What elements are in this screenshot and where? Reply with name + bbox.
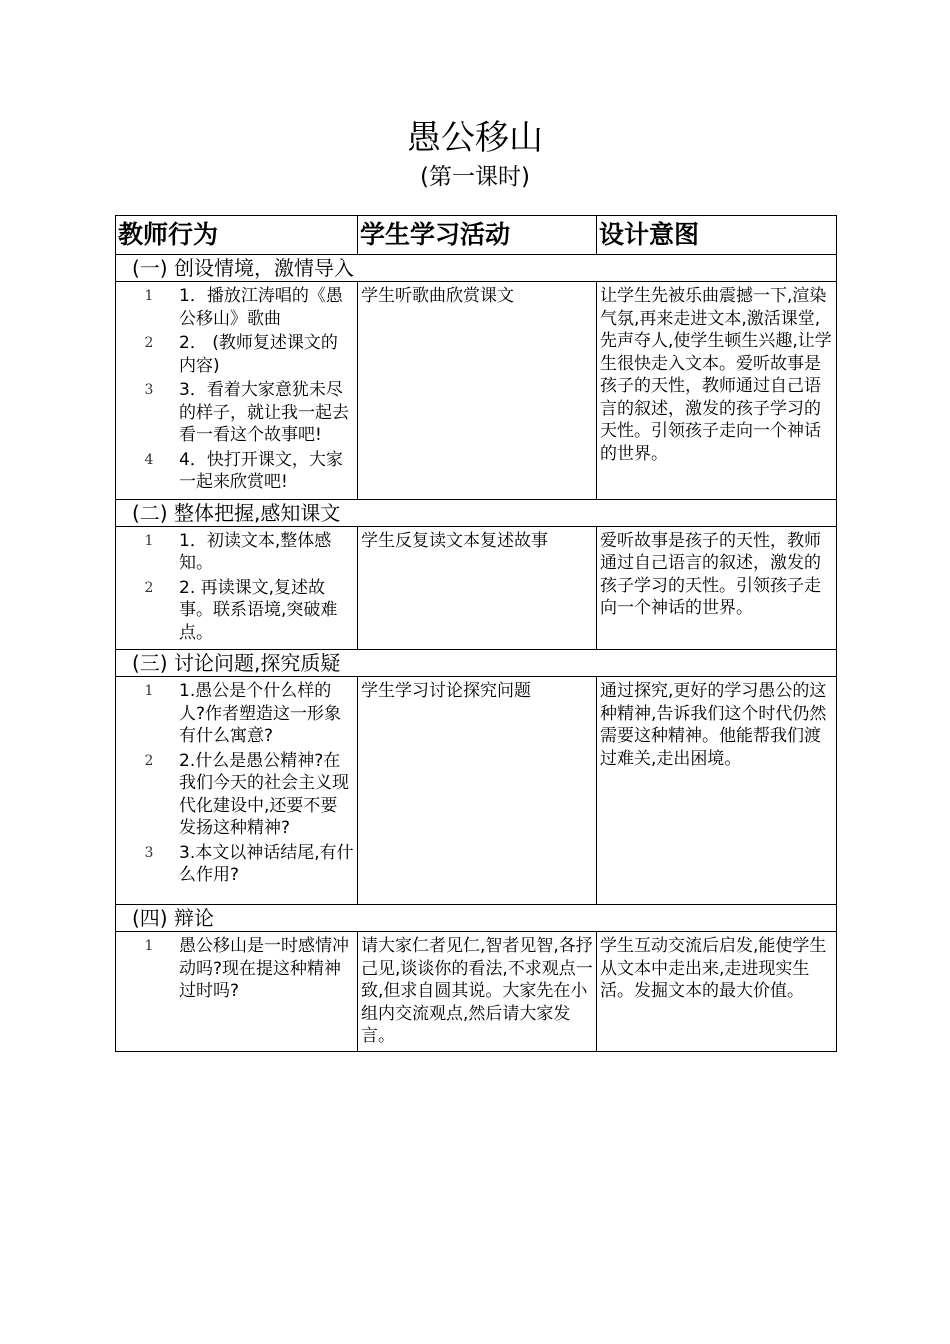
section-heading-row: [116, 650, 837, 677]
lesson-plan-table: [115, 215, 837, 1052]
section-content-row: [116, 932, 837, 1052]
item-text: 2． (教师复述课文的内容): [179, 333, 338, 376]
table-header-row: [116, 216, 837, 255]
intent-cell: 通过探究,更好的学习愚公的这种精神,告诉我们这个时代仍然需要这种精神。他能帮我们渡过难关,走出困境。: [597, 677, 837, 905]
list-item: [119, 935, 354, 1003]
item-number: 2: [144, 752, 154, 769]
intent-cell: 学生互动交流后启发,能使学生从文本中走出来,走进现实生活。发掘文本的最大价值。: [597, 932, 837, 1052]
item-text: 愚公移山是一时感情冲动吗?现在提这种精神过时吗?: [179, 936, 349, 1001]
student-cell: 学生学习讨论探究问题: [358, 677, 597, 905]
page-title: 愚公移山: [407, 118, 543, 158]
item-number: 2: [144, 335, 154, 351]
item-text: 3．看着大家意犹未尽的样子，就让我一起去看一看这个故事吧!: [179, 380, 349, 445]
student-cell: 学生反复读文本复述故事: [358, 526, 597, 650]
intent-cell: 爱听故事是孩子的天性，教师通过自己语言的叙述，激发的孩子学习的天性。引领孩子走向一个神话的世界。: [597, 526, 837, 650]
section-heading: (一) 创设情境，激情导入: [116, 255, 837, 282]
header-intent: 设计意图: [597, 216, 837, 255]
header-student: 学生学习活动: [358, 216, 597, 255]
item-number: 4: [144, 451, 154, 468]
list-item: [119, 285, 354, 330]
teacher-cell: [116, 932, 358, 1052]
item-text: 2. 再读课文,复述故事。联系语境,突破难点。: [179, 577, 338, 643]
student-cell: 学生听歌曲欣赏课文: [358, 282, 597, 500]
item-text: 3.本文以神话结尾,有什么作用?: [179, 842, 354, 885]
item-number: 1: [144, 288, 154, 304]
list-item: [119, 750, 354, 840]
section-content-row: [116, 677, 837, 905]
section-heading: (二) 整体把握,感知课文: [116, 499, 837, 526]
item-text: 1.愚公是个什么样的人?作者塑造这一形象有什么寓意?: [179, 681, 342, 746]
section-heading: (四) 辩论: [116, 905, 837, 932]
item-text: 1．初读文本,整体感知。: [179, 530, 332, 573]
teacher-cell: [116, 282, 358, 500]
teacher-cell: [116, 526, 358, 650]
section-heading-row: [116, 905, 837, 932]
item-number: 3: [144, 382, 154, 398]
intent-cell: 让学生先被乐曲震撼一下,渲染气氛,再来走进文本,激活课堂,先声夺人,使学生顿生兴趣,让学生很快走入文本。爱听故事是孩子的天性，教师通过自己语言的叙述，激发的孩子学习的天性。引领孩子走向一个神话的世界。: [597, 282, 837, 500]
list-item: [119, 530, 354, 575]
section-content-row: [116, 526, 837, 650]
item-text: 4．快打开课文，大家一起来欣赏吧!: [179, 449, 343, 492]
student-cell: 请大家仁者见仁,智者见智,各抒己见,谈谈你的看法,不求观点一致,但求自圆其说。大家先在小组内交流观点,然后请大家发言。: [358, 932, 597, 1052]
item-number: 1: [144, 938, 154, 954]
header-teacher: 教师行为: [116, 216, 358, 255]
list-item: [119, 577, 354, 645]
list-item: [119, 332, 354, 377]
section-heading: (三) 讨论问题,探究质疑: [116, 650, 837, 677]
section-heading-row: [116, 255, 837, 282]
list-item: [119, 449, 354, 494]
section-content-row: [116, 282, 837, 500]
list-item: [119, 680, 354, 748]
item-number: 1: [144, 683, 154, 699]
item-number: 2: [144, 579, 154, 596]
list-item: [119, 842, 354, 887]
item-number: 3: [144, 844, 154, 861]
teacher-cell: [116, 677, 358, 905]
page-subtitle: (第一课时): [420, 164, 530, 190]
section-heading-row: [116, 499, 837, 526]
item-text: 2.什么是愚公精神?在我们今天的社会主义现代化建设中,还要不要发扬这种精神?: [179, 750, 349, 838]
item-number: 1: [144, 532, 154, 549]
list-item: [119, 379, 354, 447]
item-text: 1．播放江涛唱的《愚公移山》歌曲: [179, 286, 343, 329]
